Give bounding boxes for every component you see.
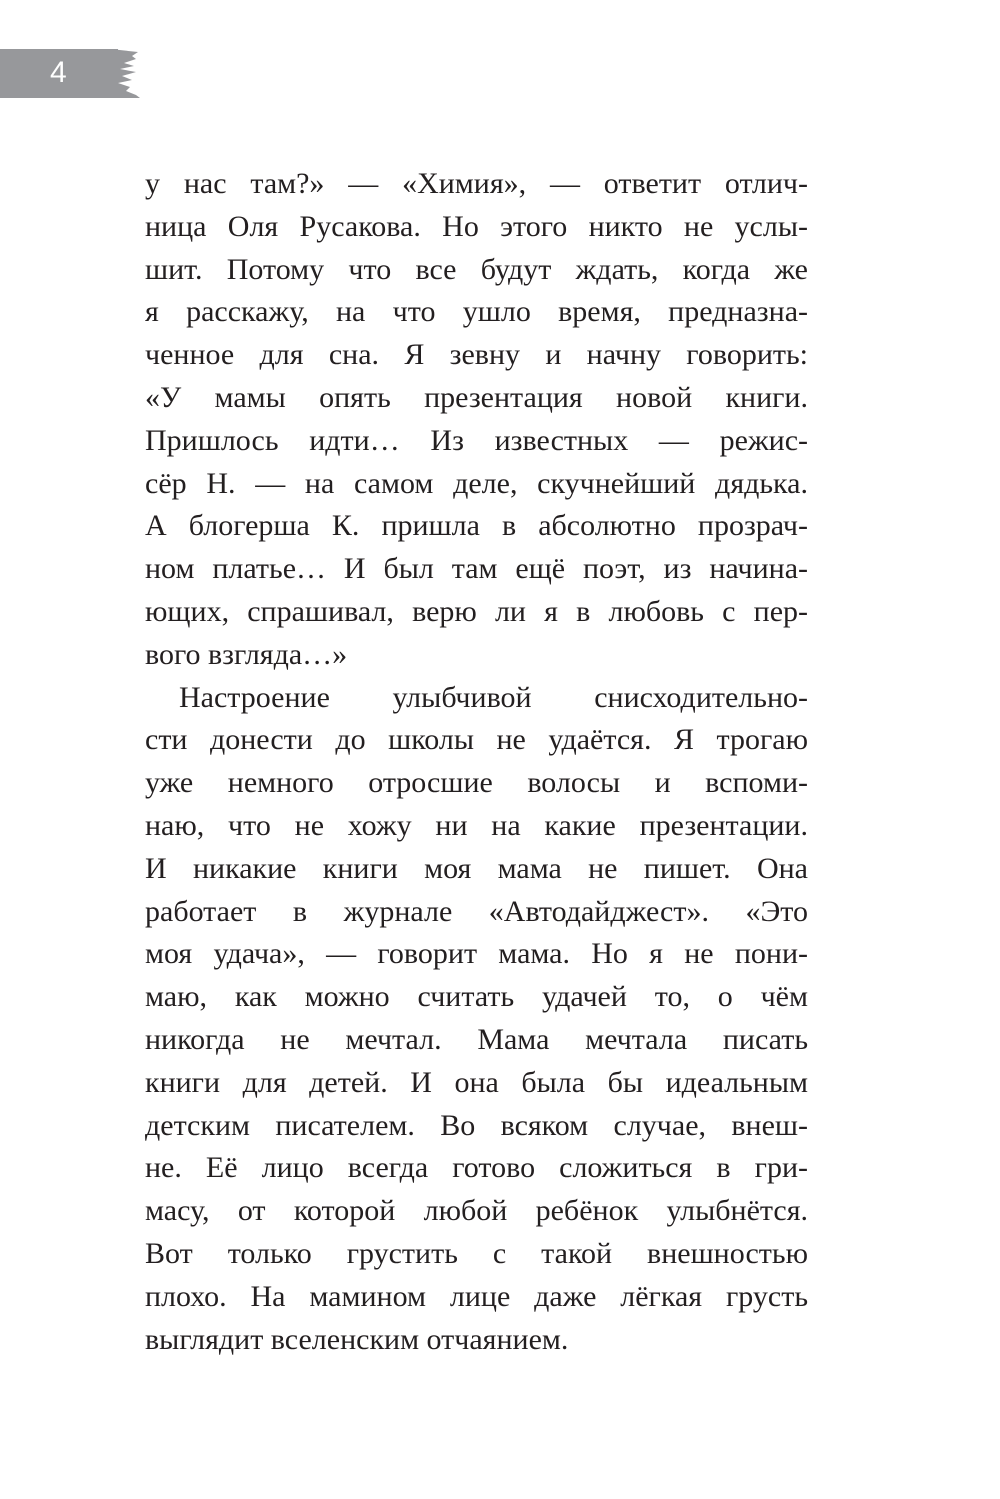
text-line: выглядит вселенским отчаянием. [145, 1322, 569, 1356]
brush-edge-decoration [110, 49, 140, 98]
text-line: я расскажу, на что ушло время, предназна- [145, 295, 808, 329]
text-line: книги для детей. И она была бы идеальным [145, 1065, 808, 1099]
text-line: масу, от которой любой ребёнок улыбнётся. [145, 1194, 808, 1228]
text-line: сёр Н. — на самом деле, скучнейший дядька. [145, 466, 808, 500]
text-line: «У мамы опять презентация новой книги. [145, 380, 808, 414]
text-line: ном платье… И был там ещё поэт, из начина- [145, 552, 808, 586]
text-line: ница Оля Русакова. Но этого никто не услы- [145, 209, 808, 243]
text-line: уже немного отросшие волосы и вспоми- [145, 766, 808, 800]
text-line: плохо. На мамином лице даже лёгкая грусть [145, 1279, 808, 1313]
text-line: наю, что не хожу ни на какие презентации. [145, 808, 808, 842]
text-line: моя удача», — говорит мама. Но я не пони- [145, 937, 808, 971]
text-line: ющих, спрашивал, верю ли я в любовь с пер- [145, 594, 808, 628]
text-line: Вот только грустить с такой внешностью [145, 1236, 808, 1270]
page-number: 4 [50, 56, 67, 89]
text-line: Пришлось идти… Из известных — режис- [145, 423, 808, 457]
text-line: ченное для сна. Я зевну и начну говорить: [145, 338, 808, 372]
text-line: шит. Потому что все будут ждать, когда же [145, 252, 808, 286]
text-line: Настроение улыбчивой снисходительно- [179, 680, 808, 714]
text-line: никогда не мечтал. Мама мечтала писать [145, 1022, 808, 1056]
text-line: не. Её лицо всегда готово сложиться в гри- [145, 1151, 808, 1185]
text-line: И никакие книги моя мама не пишет. Она [145, 851, 808, 885]
text-line: работает в журнале «Автодайджест». «Это [145, 894, 808, 928]
text-line: детским писателем. Во всяком случае, внеш- [145, 1108, 808, 1142]
text-line: маю, как можно считать удачей то, о чём [145, 980, 808, 1014]
body-text [145, 163, 808, 1361]
text-line: вого взгляда…» [145, 637, 348, 671]
text-line: сти донести до школы не удаётся. Я трогаю [145, 723, 808, 757]
text-line: у нас там?» — «Химия», — ответит отлич- [145, 167, 808, 200]
text-line: А блогерша К. пришла в абсолютно прозрач- [145, 509, 808, 543]
